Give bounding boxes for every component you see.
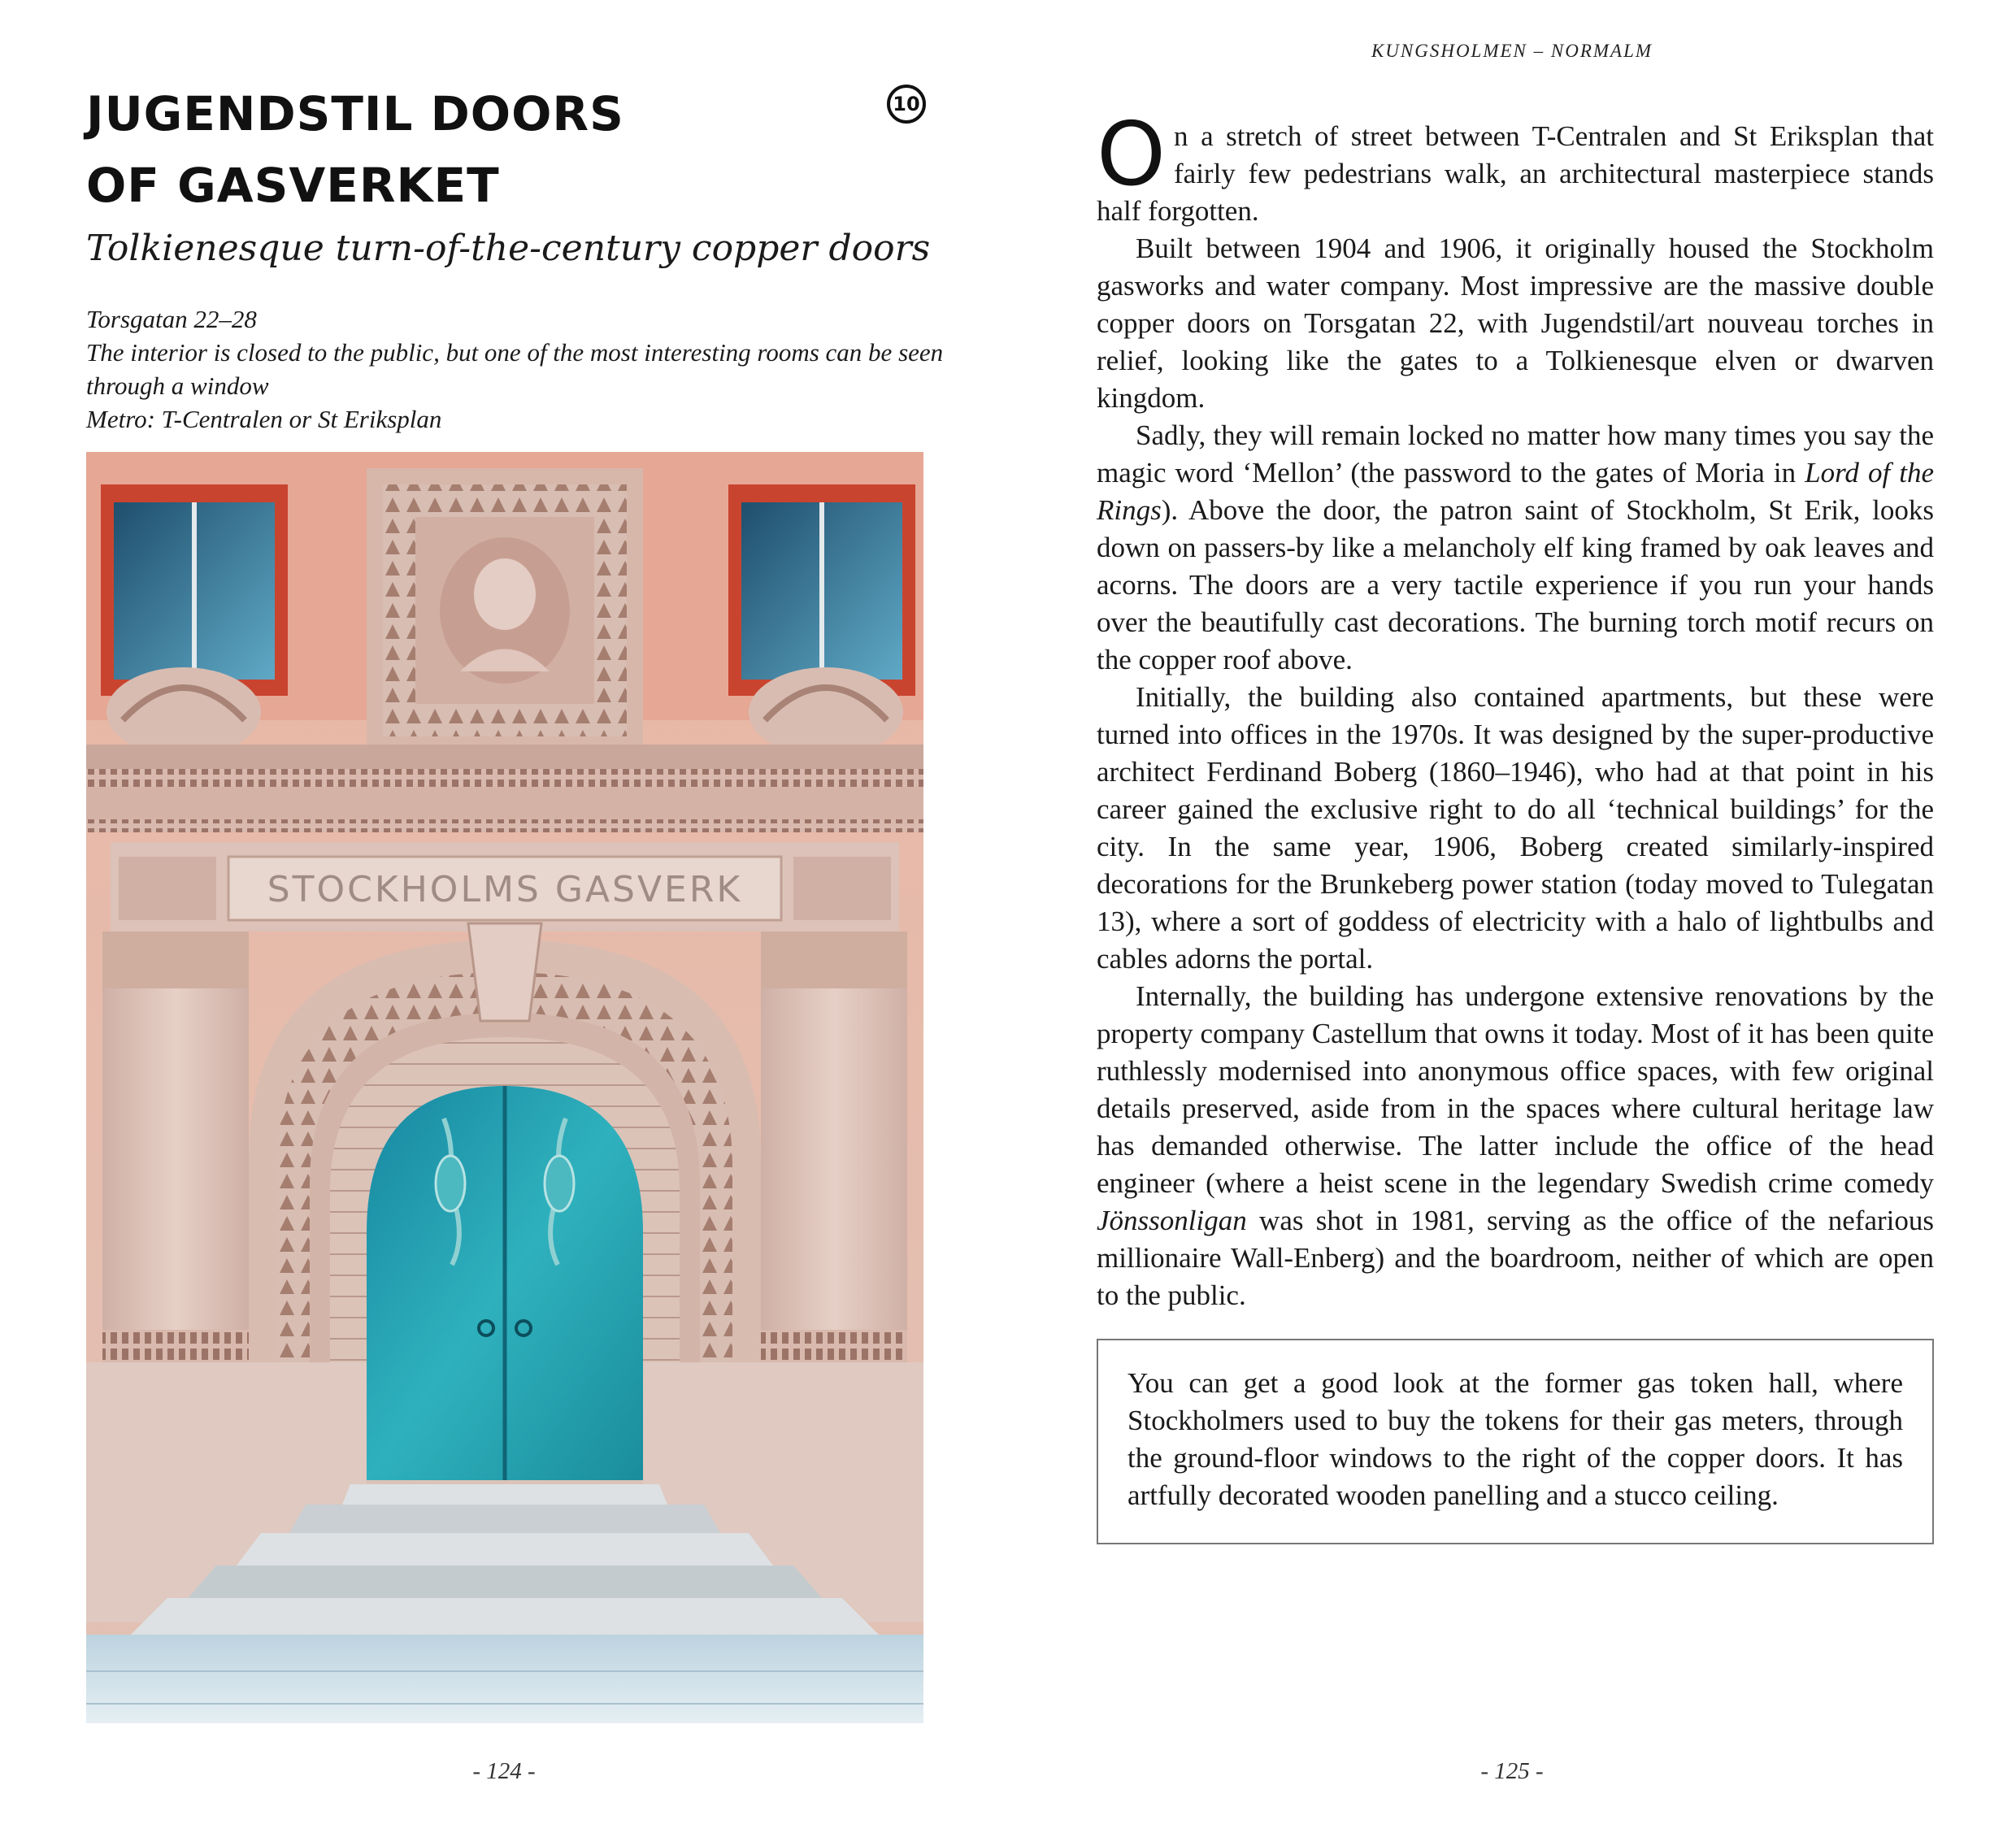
- site-number-badge: 10: [887, 85, 926, 124]
- page-number-right: - 125 -: [1480, 1758, 1544, 1784]
- practical-info: [86, 302, 956, 436]
- tip-box: You can get a good look at the former gas token hall, where Stockholmers used to buy the tokens for their gas meters, through the ground-floor windows to the right of the copper doors. It has artfully decorated wooden panelling and a stucco ceiling.: [1097, 1339, 1934, 1544]
- right-page: [1008, 0, 2016, 1824]
- running-head: KUNGSHOLMEN – NORMALM: [1371, 41, 1653, 61]
- carved-inscription: STOCKHOLMS GASVERK: [267, 869, 743, 910]
- paragraph-2: Built between 1904 and 1906, it originally housed the Stockholm gasworks and water company. Most impressive are the massive double copper doors on Torsgatan 22, with Jugendstil/art nouveau torches in relief, looking like the gates to a Tolkienesque elven or dwarven kingdom.: [1097, 232, 1934, 414]
- paragraph-4: Initially, the building also contained apartments, but these were turned into offices in the 1970s. It was designed by the super-productive architect Ferdinand Boberg (1860–1946), who had at that point in his career gained the exclusive right to do all ‘technical buildings’ for the city. In the same year, 1906, Boberg created similarly-inspired decorations for the Brunkeberg power station (today moved to Tulegatan 13), where a sort of goddess of electricity with a halo of lightbulbs and cables adorns the portal.: [1097, 681, 1934, 975]
- access-note: The interior is closed to the public, but one of the most interesting rooms can be seen through a window: [86, 338, 944, 400]
- paragraph-1: On a stretch of street between T-Centralen and St Eriksplan that fairly few pedestrians walk, an architectural masterpiece stands half forgotten.: [1097, 104, 1934, 227]
- metro-info: Metro: T-Centralen or St Eriksplan: [86, 405, 442, 433]
- article-body: [1097, 104, 1934, 1314]
- entry-title: [86, 78, 818, 221]
- paragraph-5: Internally, the building has undergone extensive renovations by the property company Castellum that owns it today. Most of it has been quite ruthlessly modernised into anonymous office spaces, with few original details preserved, aside from in the spaces where cultural heritage law has demanded otherwise. The latter include the office of the head engineer (where a heist scene in the legendary Swedish crime comedy Jönssonligan was shot in 1981, serving as the office of the nefarious millionaire Wall-Enberg) and the boardroom, neither of which are open to the public.: [1097, 980, 1934, 1311]
- title-line-2: OF GASVERKET: [86, 158, 500, 213]
- page-number-left: - 124 -: [472, 1758, 536, 1784]
- entry-subtitle: Tolkienesque turn-of-the-century copper doors: [86, 228, 931, 269]
- paragraph-3: Sadly, they will remain locked no matter how many times you say the magic word ‘Mellon’ (the password to the gates of Moria in Lord of the Rings). Above the door, the patron saint of Stockholm, St Erik, looks down on passers-by like a melancholy elf king framed by oak leaves and acorns. The doors are a very tactile experience if you run your hands over the beautifully cast decorations. The burning torch motif recurs on the copper roof above.: [1097, 419, 1934, 675]
- drop-cap: O: [1097, 104, 1167, 206]
- gasverket-doorway-photo: [86, 452, 923, 1723]
- address: Torsgatan 22–28: [86, 305, 257, 333]
- title-line-1: JUGENDSTIL DOORS: [86, 86, 624, 141]
